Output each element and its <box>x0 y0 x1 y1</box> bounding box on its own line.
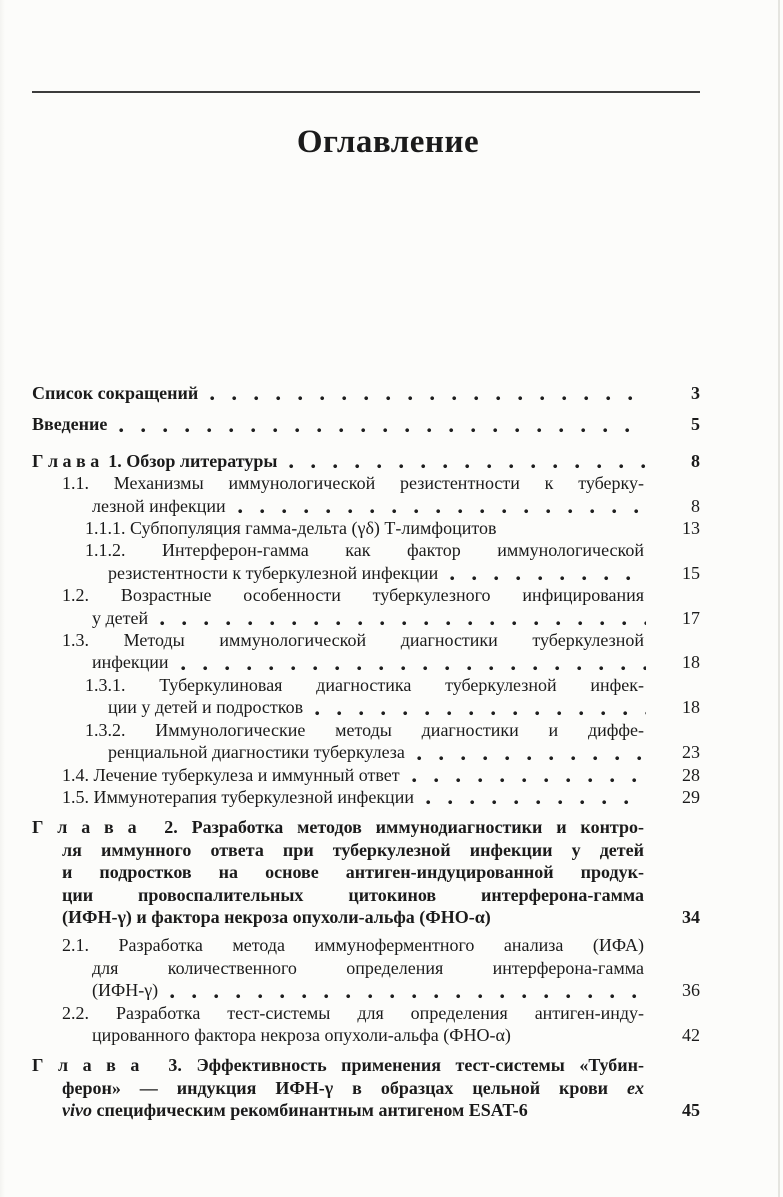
entry-text <box>32 382 198 404</box>
toc-entry-line <box>32 696 700 718</box>
toc-entry-line <box>32 839 700 861</box>
entry-text-segment: ферон» — индукция ИФН-γ в образцах цельной крови <box>62 1077 627 1098</box>
entry-text-segment: лезной инфекции <box>92 495 226 516</box>
entry-text <box>92 957 644 979</box>
toc-entry-line <box>32 1077 700 1099</box>
entry-text-segment: 1.1. Механизмы иммунологической резистентности к туберку- <box>62 473 644 494</box>
entry-text <box>62 906 491 928</box>
toc-entry-line <box>32 413 700 435</box>
dot-leader <box>315 711 646 716</box>
entry-text <box>92 651 169 673</box>
entry-text-segment: специфическим рекомбинантным антигеном ESAT-6 <box>91 1100 528 1121</box>
toc-entry-line <box>32 584 700 606</box>
page-number: 29 <box>682 786 700 807</box>
toc-entry-line <box>32 906 700 928</box>
header-rule <box>32 91 700 93</box>
toc-entry-line <box>32 861 700 883</box>
entry-text <box>32 450 277 472</box>
dot-leader <box>119 428 646 433</box>
dot-leader <box>426 800 646 805</box>
dot-leader <box>540 1114 646 1119</box>
toc-entry-line <box>32 934 700 956</box>
dot-leader <box>450 576 646 581</box>
entry-text-segment: ции провоспалительных цитокинов интерферона-гамма <box>62 884 644 905</box>
toc-entry-line <box>32 719 700 741</box>
entry-text <box>62 861 644 883</box>
entry-text <box>85 517 496 539</box>
entry-text <box>108 696 303 718</box>
entry-text <box>32 816 644 838</box>
page-title: Оглавление <box>296 124 480 160</box>
entry-text-segment: 1.1.1. Субпопуляция гамма-дельта (γδ) Т-лимфоцитов <box>85 518 497 539</box>
entry-text <box>62 1077 644 1099</box>
entry-text-segment: Список сокращений <box>32 383 199 403</box>
page-number: 8 <box>691 450 700 471</box>
entry-text <box>85 539 644 561</box>
dot-leader <box>181 666 646 671</box>
entry-text-segment: 1.2. Возрастные особенности туберкулезного инфицирования <box>62 585 644 606</box>
dot-leader <box>210 396 646 401</box>
entry-text <box>92 607 148 629</box>
toc-entry-line <box>32 450 700 472</box>
page-number: 36 <box>682 980 700 1001</box>
entry-text-segment: 1.4. Лечение туберкулеза и иммунный ответ <box>62 764 400 785</box>
entry-text <box>62 1099 528 1121</box>
entry-text-segment: 2.2. Разработка тест-системы для определения антиген-инду- <box>62 1002 644 1023</box>
entry-text <box>85 719 644 741</box>
entry-text-segment: vivo <box>62 1100 92 1121</box>
toc-entry-line <box>32 816 700 838</box>
page-number: 17 <box>682 607 700 628</box>
toc-entry-line <box>32 884 700 906</box>
toc-entry-line <box>32 957 700 979</box>
entry-text-segment: 1.1.2. Интерферон-гамма как фактор иммунологической <box>85 540 644 561</box>
entry-text <box>62 884 644 906</box>
page-number: 18 <box>682 697 700 718</box>
toc-entry-line <box>32 495 700 517</box>
page-number: 3 <box>691 383 700 403</box>
toc-entry-line <box>32 1099 700 1121</box>
toc-entry-line <box>32 741 700 763</box>
page-number: 18 <box>682 652 700 673</box>
toc-entry-line <box>32 764 700 786</box>
dot-leader <box>523 1038 646 1043</box>
toc-entry-line <box>32 562 700 584</box>
entry-text <box>62 839 644 861</box>
toc-entry-line <box>32 1024 700 1046</box>
entry-text-segment: ренциальной диагностики туберкулеза <box>108 742 405 763</box>
entry-text-segment: Г л а в а 3. Эффективность применения тест-системы «Тубин- <box>32 1055 644 1076</box>
page-number: 23 <box>682 742 700 763</box>
entry-text <box>92 495 226 517</box>
entry-text <box>62 764 400 786</box>
entry-text-segment: резистентности к туберкулезной инфекции <box>108 562 439 583</box>
entry-text <box>62 786 414 808</box>
dot-leader <box>170 994 646 999</box>
entry-text <box>108 741 405 763</box>
dot-leader <box>238 509 646 514</box>
dot-leader <box>503 920 646 925</box>
entry-text <box>32 1054 644 1076</box>
page-number: 45 <box>682 1100 700 1121</box>
page-number: 13 <box>682 518 700 539</box>
entry-text-segment: у детей <box>92 607 149 628</box>
entry-text-segment: ции у детей и подростков <box>108 697 304 718</box>
toc-list <box>32 382 700 1122</box>
entry-text-segment: и подростков на основе антиген-индуцированной продук- <box>62 862 644 883</box>
entry-text-segment: ля иммунного ответа при туберкулезной инфекции у детей <box>62 839 644 860</box>
entry-text <box>62 1002 644 1024</box>
entry-text <box>92 979 158 1001</box>
entry-text <box>85 674 644 696</box>
entry-text-segment: 1.3. Методы иммунологической диагностики туберкулезной <box>62 630 644 651</box>
toc-entry-line <box>32 979 700 1001</box>
entry-text-segment: Введение <box>32 414 108 435</box>
entry-text <box>62 584 644 606</box>
entry-text-segment: 1.5. Иммунотерапия туберкулезной инфекции <box>62 786 414 807</box>
toc-entry-line <box>32 1002 700 1024</box>
page-number: 28 <box>682 764 700 785</box>
toc-entry-line <box>32 651 700 673</box>
entry-text-segment: инфекции <box>92 652 169 673</box>
dot-leader <box>417 756 646 761</box>
toc-entry-line <box>32 607 700 629</box>
toc-entry-line <box>32 674 700 696</box>
page-number: 15 <box>682 562 700 583</box>
entry-text-segment: 2.1. Разработка метода иммуноферментного анализа (ИФА) <box>62 935 644 956</box>
entry-text-segment: ex <box>627 1077 644 1098</box>
dot-leader <box>160 621 646 626</box>
entry-text-segment: для количественного определения интерферона-гамма <box>92 957 644 978</box>
toc-entry-line <box>32 472 700 494</box>
toc-entry-line <box>32 539 700 561</box>
entry-text <box>62 934 644 956</box>
entry-text-segment: цированного фактора некроза опухоли-альфа (ФНО-α) <box>92 1024 511 1045</box>
dot-leader <box>412 778 646 783</box>
entry-text-segment: Г л а в а 1. Обзор литературы <box>32 450 278 471</box>
entry-text-segment: Г л а в а 2. Разработка методов иммунодиагностики и контро- <box>32 817 644 838</box>
toc-entry-line <box>32 517 700 539</box>
toc-entry-line <box>32 629 700 651</box>
page-number: 34 <box>682 906 700 927</box>
entry-text-segment: 1.3.2. Иммунологические методы диагностики и диффе- <box>85 719 644 740</box>
page-number: 5 <box>691 414 700 435</box>
entry-text <box>62 629 644 651</box>
dot-leader <box>508 531 646 536</box>
entry-text <box>62 472 644 494</box>
toc-entry-line <box>32 1054 700 1076</box>
entry-text-segment: (ИФН-γ) и фактора некроза опухоли-альфа (ФНО-α) <box>62 906 491 927</box>
entry-text <box>108 562 438 584</box>
page-number: 8 <box>691 495 700 516</box>
entry-text-segment: 1.3.1. Туберкулиновая диагностика туберкулезной инфек- <box>85 674 644 695</box>
toc-entry-line <box>32 786 700 808</box>
page-number: 42 <box>682 1024 700 1045</box>
toc-entry-line <box>32 382 700 404</box>
entry-text-segment: (ИФН-γ) <box>92 980 159 1001</box>
entry-text <box>32 413 107 435</box>
dot-leader <box>289 464 646 469</box>
entry-text <box>92 1024 511 1046</box>
